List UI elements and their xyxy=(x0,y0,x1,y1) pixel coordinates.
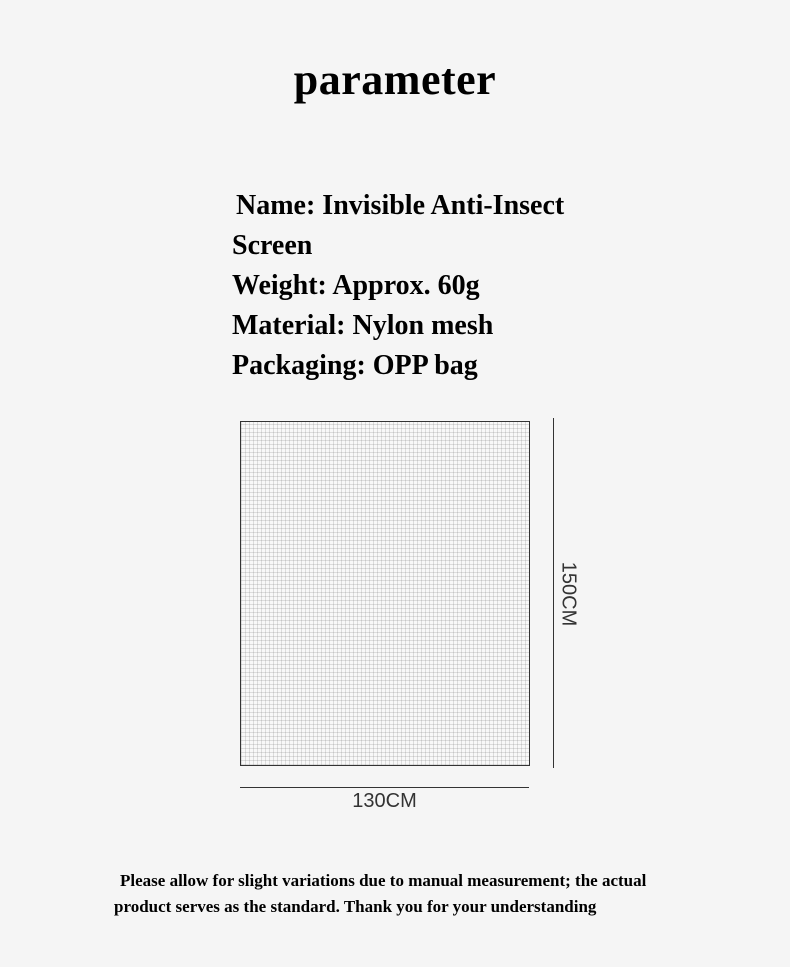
mesh-screen-illustration xyxy=(240,421,530,766)
height-dimension-label: 150CM xyxy=(557,561,580,627)
spec-name: Name: Invisible Anti-Insect xyxy=(236,190,565,221)
page-title: parameter xyxy=(293,55,497,104)
measurement-note xyxy=(114,868,714,920)
width-dimension-line xyxy=(240,787,529,788)
width-dimension-label: 130CM xyxy=(352,790,417,812)
note-line-1: Please allow for slight variations due to manual measurement; the actual xyxy=(120,871,647,890)
spec-weight: Weight: Approx. 60g xyxy=(232,270,480,301)
height-dimension-line xyxy=(553,418,554,768)
spec-name-continued: Screen xyxy=(232,230,313,261)
note-line-2: product serves as the standard. Thank you for your understanding xyxy=(114,897,597,916)
spec-material: Material: Nylon mesh xyxy=(232,310,494,341)
spec-packaging: Packaging: OPP bag xyxy=(232,350,478,381)
spec-list xyxy=(232,186,652,386)
